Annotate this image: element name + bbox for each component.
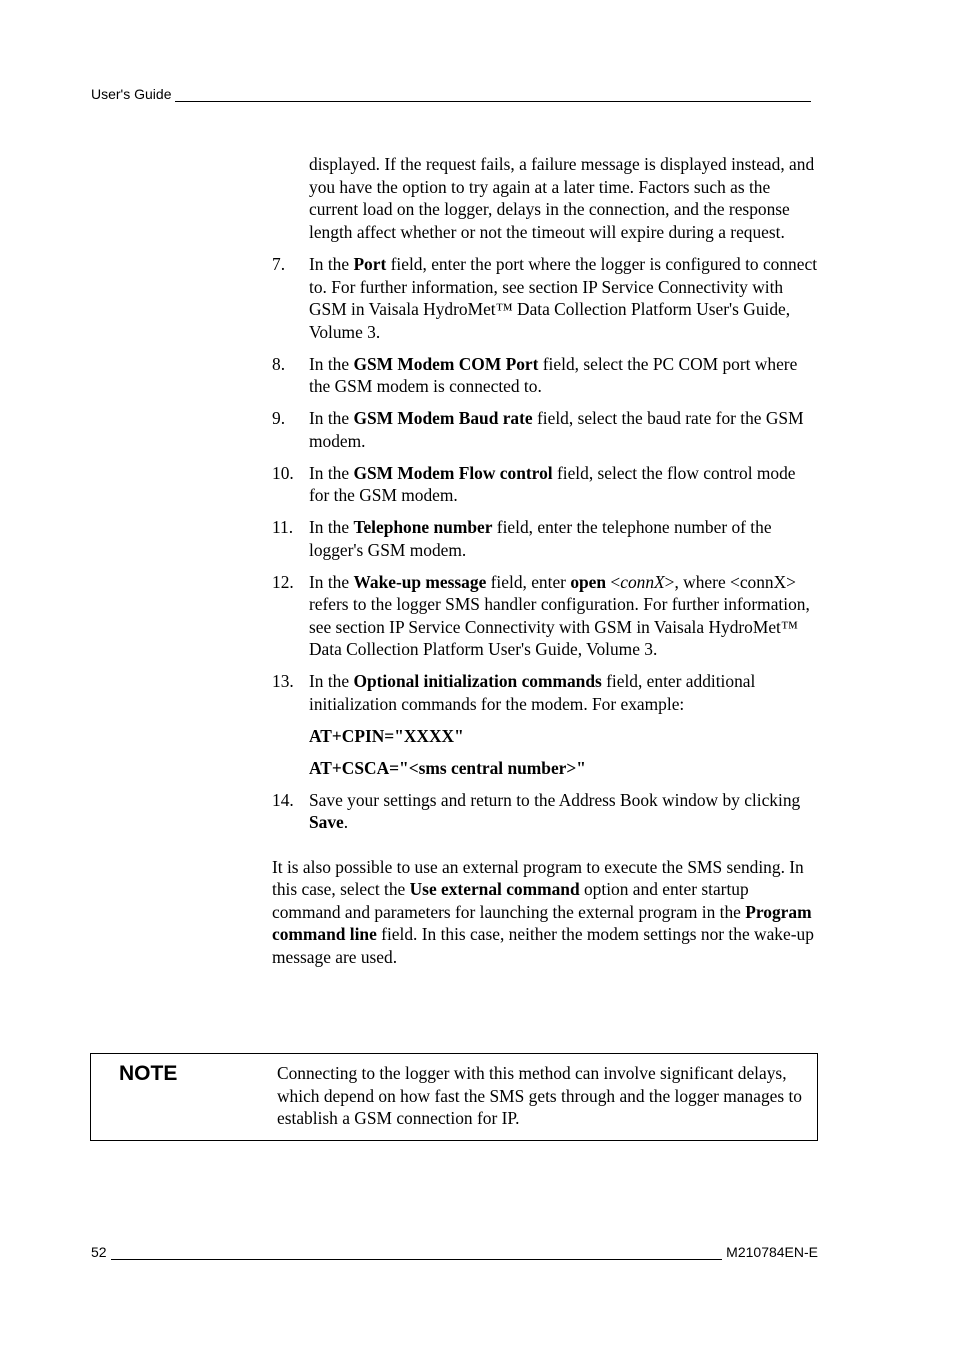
- intro-continuation: displayed. If the request fails, a failure message is displayed instead, and you have the option to try again at a later time. Factors such as the current load on the logger, delays in the connection, and the response length affect whether or not the timeout will expire during a request.: [309, 154, 815, 242]
- step-7: [272, 253, 818, 343]
- step-12: [272, 571, 818, 661]
- note-box: [90, 1053, 818, 1141]
- step-text: In the Port field, enter the port where the logger is configured to connect to. For further information, see section IP Service Connectivity with GSM in Vaisala HydroMet™ Data Collection Platform User's Guide, Volume 3.: [309, 254, 818, 342]
- code-line-cpin: AT+CPIN="XXXX": [309, 725, 464, 746]
- step-text: In the GSM Modem Baud rate field, select the baud rate for the GSM modem.: [309, 408, 804, 451]
- code-line-csca: AT+CSCA="<sms central number>": [309, 757, 586, 778]
- step-number: 11.: [272, 517, 294, 537]
- step-number: 12.: [272, 571, 294, 592]
- step-number: 13.: [272, 671, 294, 691]
- step-number: 7.: [272, 254, 286, 274]
- main-content: [272, 153, 818, 968]
- footer-rule: [111, 1246, 723, 1260]
- step-text: In the Wake-up message field, enter open <connX>, where <connX> refers to the logger SMS handler configuration. For further information, see section IP Service Connectivity with GSM in Vaisala HydroMet™ Data Collection Platform User's Guide, Volume 3.: [309, 571, 810, 659]
- page-footer: [91, 1244, 818, 1260]
- document-code: M210784EN-E: [726, 1244, 818, 1260]
- step-text: Save your settings and return to the Address Book window by clicking Save.: [309, 789, 801, 832]
- header-rule: [175, 88, 811, 102]
- page-header: [91, 86, 811, 102]
- note-label: NOTE: [119, 1062, 178, 1085]
- step-11: [272, 516, 818, 561]
- step-14: [272, 789, 818, 834]
- step-10: [272, 462, 818, 507]
- step-8: [272, 353, 818, 398]
- header-title: User's Guide: [91, 86, 172, 102]
- closing-paragraph: It is also possible to use an external program to execute the SMS sending. In this case, select the Use external command option and enter startup command and parameters for launching the external program in the Program command line field. In this case, neither the modem settings nor the wake-up message are used.: [272, 856, 814, 967]
- step-number: 14.: [272, 789, 294, 810]
- step-text: In the Optional initialization commands field, enter additional initialization commands for the modem. For example:: [309, 671, 756, 714]
- step-text: In the GSM Modem Flow control field, select the flow control mode for the GSM modem.: [309, 462, 796, 505]
- page-number: 52: [91, 1244, 107, 1260]
- step-number: 10.: [272, 462, 294, 483]
- step-9: [272, 407, 818, 452]
- note-text: Connecting to the logger with this method can involve significant delays, which depend on how fast the SMS gets through and the logger manages to establish a GSM connection for IP.: [277, 1063, 803, 1128]
- step-number: 8.: [272, 353, 286, 374]
- step-13: [272, 670, 818, 715]
- step-text: In the GSM Modem COM Port field, select the PC COM port where the GSM modem is connected to.: [309, 353, 798, 396]
- step-text: In the Telephone number field, enter the telephone number of the logger's GSM modem.: [309, 517, 772, 560]
- step-number: 9.: [272, 408, 286, 428]
